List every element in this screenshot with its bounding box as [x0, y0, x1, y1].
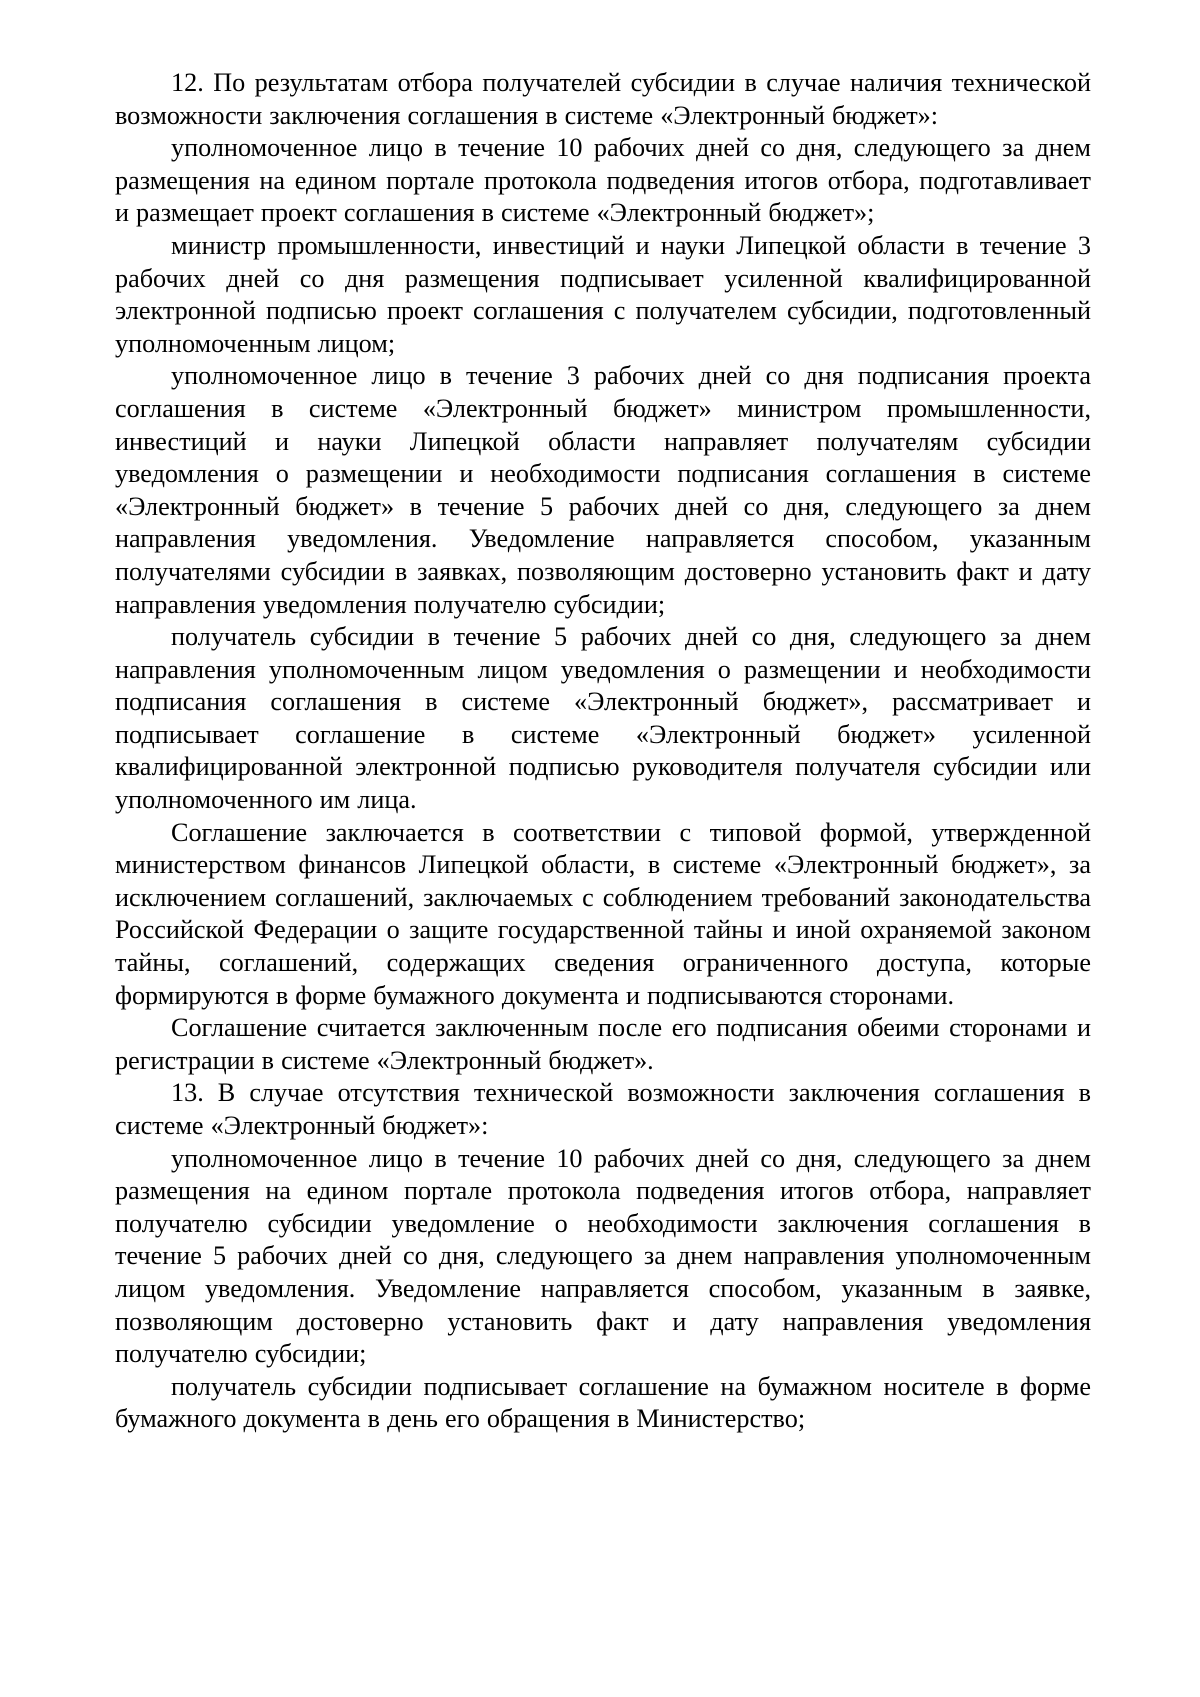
document-page: [115, 67, 1091, 1436]
paragraph-13-intro: 13. В случае отсутствия технической возможности заключения соглашения в системе «Электронный бюджет»:: [115, 1078, 1091, 1140]
paragraph-recipient-signs: получатель субсидии в течение 5 рабочих дней со дня, следующего за днем направления уполномоченным лицом уведомления о размещении и необходимости подписания соглашения в системе «Электронный бюджет», рассматривает и подписывает соглашение в системе «Электронный бюджет» усиленной квалифицированной электронной подписью руководителя получателя субсидии или уполномоченного им лица.: [115, 622, 1091, 815]
paragraph-agreement-concluded: Соглашение считается заключенным после его подписания обеими сторонами и регистрации в системе «Электронный бюджет».: [115, 1013, 1091, 1075]
paragraph-paper-notification: уполномоченное лицо в течение 10 рабочих дней со дня, следующего за днем размещения на едином портале протокола подведения итогов отбора, направляет получателю субсидии уведомление о необходимости заключения соглашения в течение 5 рабочих дней со дня, следующего за днем направления уполномоченным лицом уведомления. Уведомление направляется способом, указанным в заявке, позволяющим достоверно установить факт и дату направления уведомления получателю субсидии;: [115, 1143, 1091, 1369]
paragraph-minister-signs: министр промышленности, инвестиций и науки Липецкой области в течение 3 рабочих дней со дня размещения подписывает усиленной квалифицированной электронной подписью проект соглашения с получателем субсидии, подготовленный уполномоченным лицом;: [115, 230, 1091, 358]
paragraph-paper-signing: получатель субсидии подписывает соглашение на бумажном носителе в форме бумажного документа в день его обращения в Министерство;: [115, 1371, 1091, 1434]
paragraph-standard-form: Соглашение заключается в соответствии с типовой формой, утвержденной министерством финансов Липецкой области, в системе «Электронный бюджет», за исключением соглашений, заключаемых с соблюдением требований законодательства Российской Федерации о защите государственной тайны и иной охраняемой законом тайны, соглашений, содержащих сведения ограниченного доступа, которые формируются в форме бумажного документа и подписываются сторонами.: [115, 817, 1091, 1010]
paragraph-12-intro: 12. По результатам отбора получателей субсидии в случае наличия технической возможности заключения соглашения в системе «Электронный бюджет»:: [115, 68, 1091, 130]
paragraph-notification-sent: уполномоченное лицо в течение 3 рабочих дней со дня подписания проекта соглашения в системе «Электронный бюджет» министром промышленности, инвестиций и науки Липецкой области направляет получателям субсидии уведомления о размещении и необходимости подписания соглашения в системе «Электронный бюджет» в течение 5 рабочих дней со дня, следующего за днем направления уведомления. Уведомление направляется способом, указанным получателями субсидии в заявках, позволяющим достоверно установить факт и дату направления уведомления получателю субсидии;: [115, 361, 1091, 619]
paragraph-authorized-person-prepares: уполномоченное лицо в течение 10 рабочих дней со дня, следующего за днем размещения на едином портале протокола подведения итогов отбора, подготавливает и размещает проект соглашения в системе «Электронный бюджет»;: [115, 133, 1091, 228]
